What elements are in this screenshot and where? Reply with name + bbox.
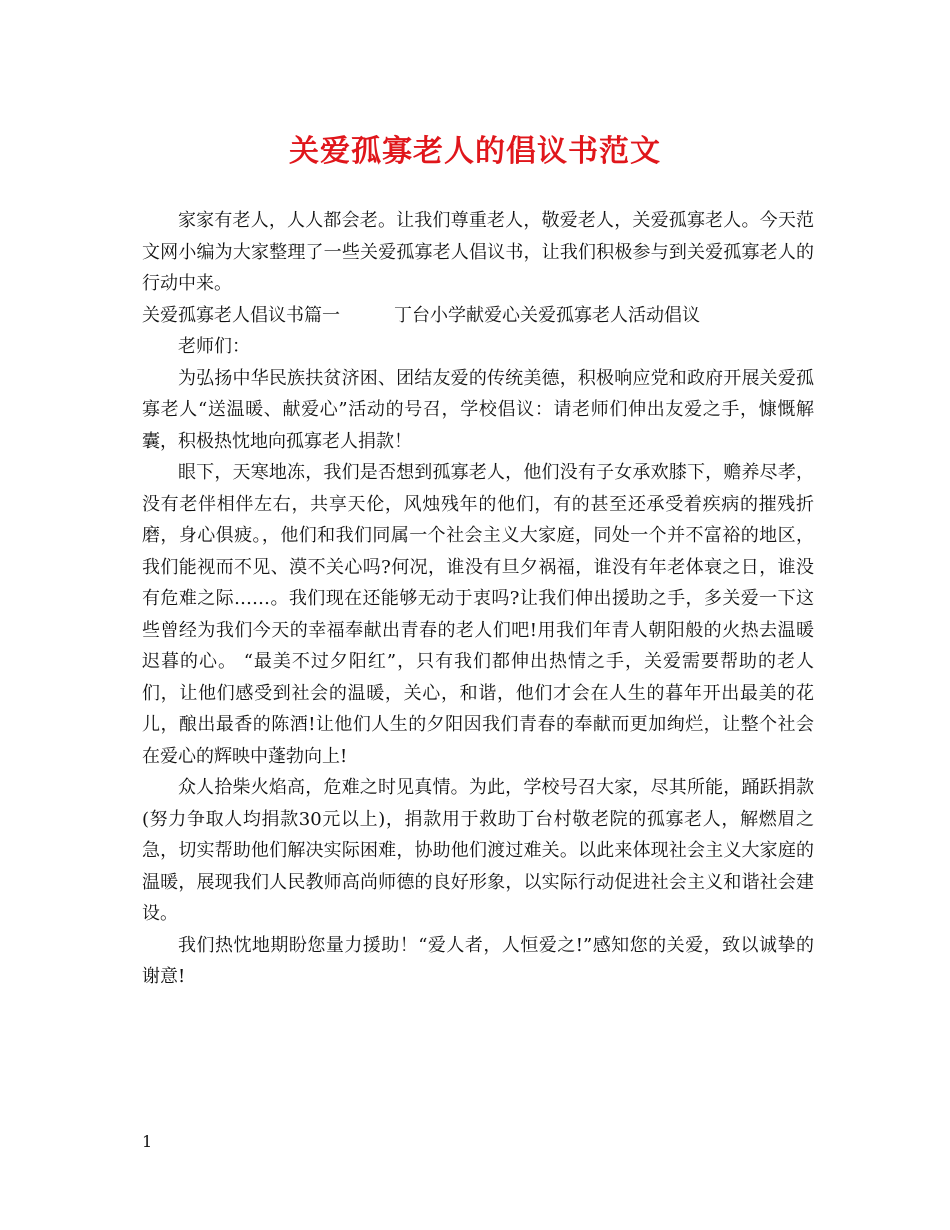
body-paragraph-1: 为弘扬中华民族扶贫济困、团结友爱的传统美德，积极响应党和政府开展关爱孤寡老人“送温暖、献爱心”活动的号召，学校倡议：请老师们伸出友爱之手，慷慨解囊，积极热忱地向孤寡老人捐款！ (142, 367, 814, 452)
body-paragraph-2: 眼下，天寒地冻，我们是否想到孤寡老人，他们没有子女承欢膝下，赡养尽孝，没有老伴相伴左右，共享天伦，风烛残年的他们，有的甚至还承受着疾病的摧残折磨，身心俱疲。，他们和我们同属一个社会主义大家庭，同处一个并不富裕的地区，我们能视而不见、漠不关心吗?何况，谁没有旦夕祸福，谁没有年老体衰之日，谁没有危难之际……。我们现在还能够无动于衷吗?让我们伸出援助之手，多关爱一下这些曾经为我们今天的幸福奉献出青春的老人们吧!用我们年青人朝阳般的火热去温暖迟暮的心。 “最美不过夕阳红”，只有我们都伸出热情之手，关爱需要帮助的老人们，让他们感受到社会的温暖，关心，和谐，他们才会在人生的暮年开出最美的花儿，酿出最香的陈酒!让他们人生的夕阳因我们青春的奉献而更加绚烂，让整个社会在爱心的辉映中蓬勃向上! (142, 462, 814, 767)
intro-paragraph: 家家有老人，人人都会老。让我们尊重老人，敬爱老人，关爱孤寡老人。今天范文网小编为大家整理了一些关爱孤寡老人倡议书，让我们积极参与到关爱孤寡老人的行动中来。 (142, 210, 814, 294)
body-paragraph-3: 众人拾柴火焰高，危难之时见真情。为此，学校号召大家，尽其所能，踊跃捐款(努力争取人均捐款30元以上)，捐款用于救助丁台村敬老院的孤寡老人，解燃眉之急，切实帮助他们解决实际困难，协助他们渡过难关。以此来体现社会主义大家庭的温暖，展现我们人民教师高尚师德的良好形象，以实际行动促进社会主义和谐社会建设。 (142, 777, 814, 924)
document-title: 关爱孤寡老人的倡议书范文 (289, 134, 661, 169)
salutation: 老师们： (178, 336, 250, 357)
closing-paragraph: 我们热忱地期盼您量力援助！“爱人者，人恒爱之!”感知您的关爱，致以诚挚的谢意! (142, 934, 814, 987)
page-number: 1 (142, 1132, 153, 1151)
section-heading: 关爱孤寡老人倡议书篇一 丁台小学献爱心关爱孤寡老人活动倡议 (142, 304, 700, 326)
document-body (142, 205, 814, 993)
